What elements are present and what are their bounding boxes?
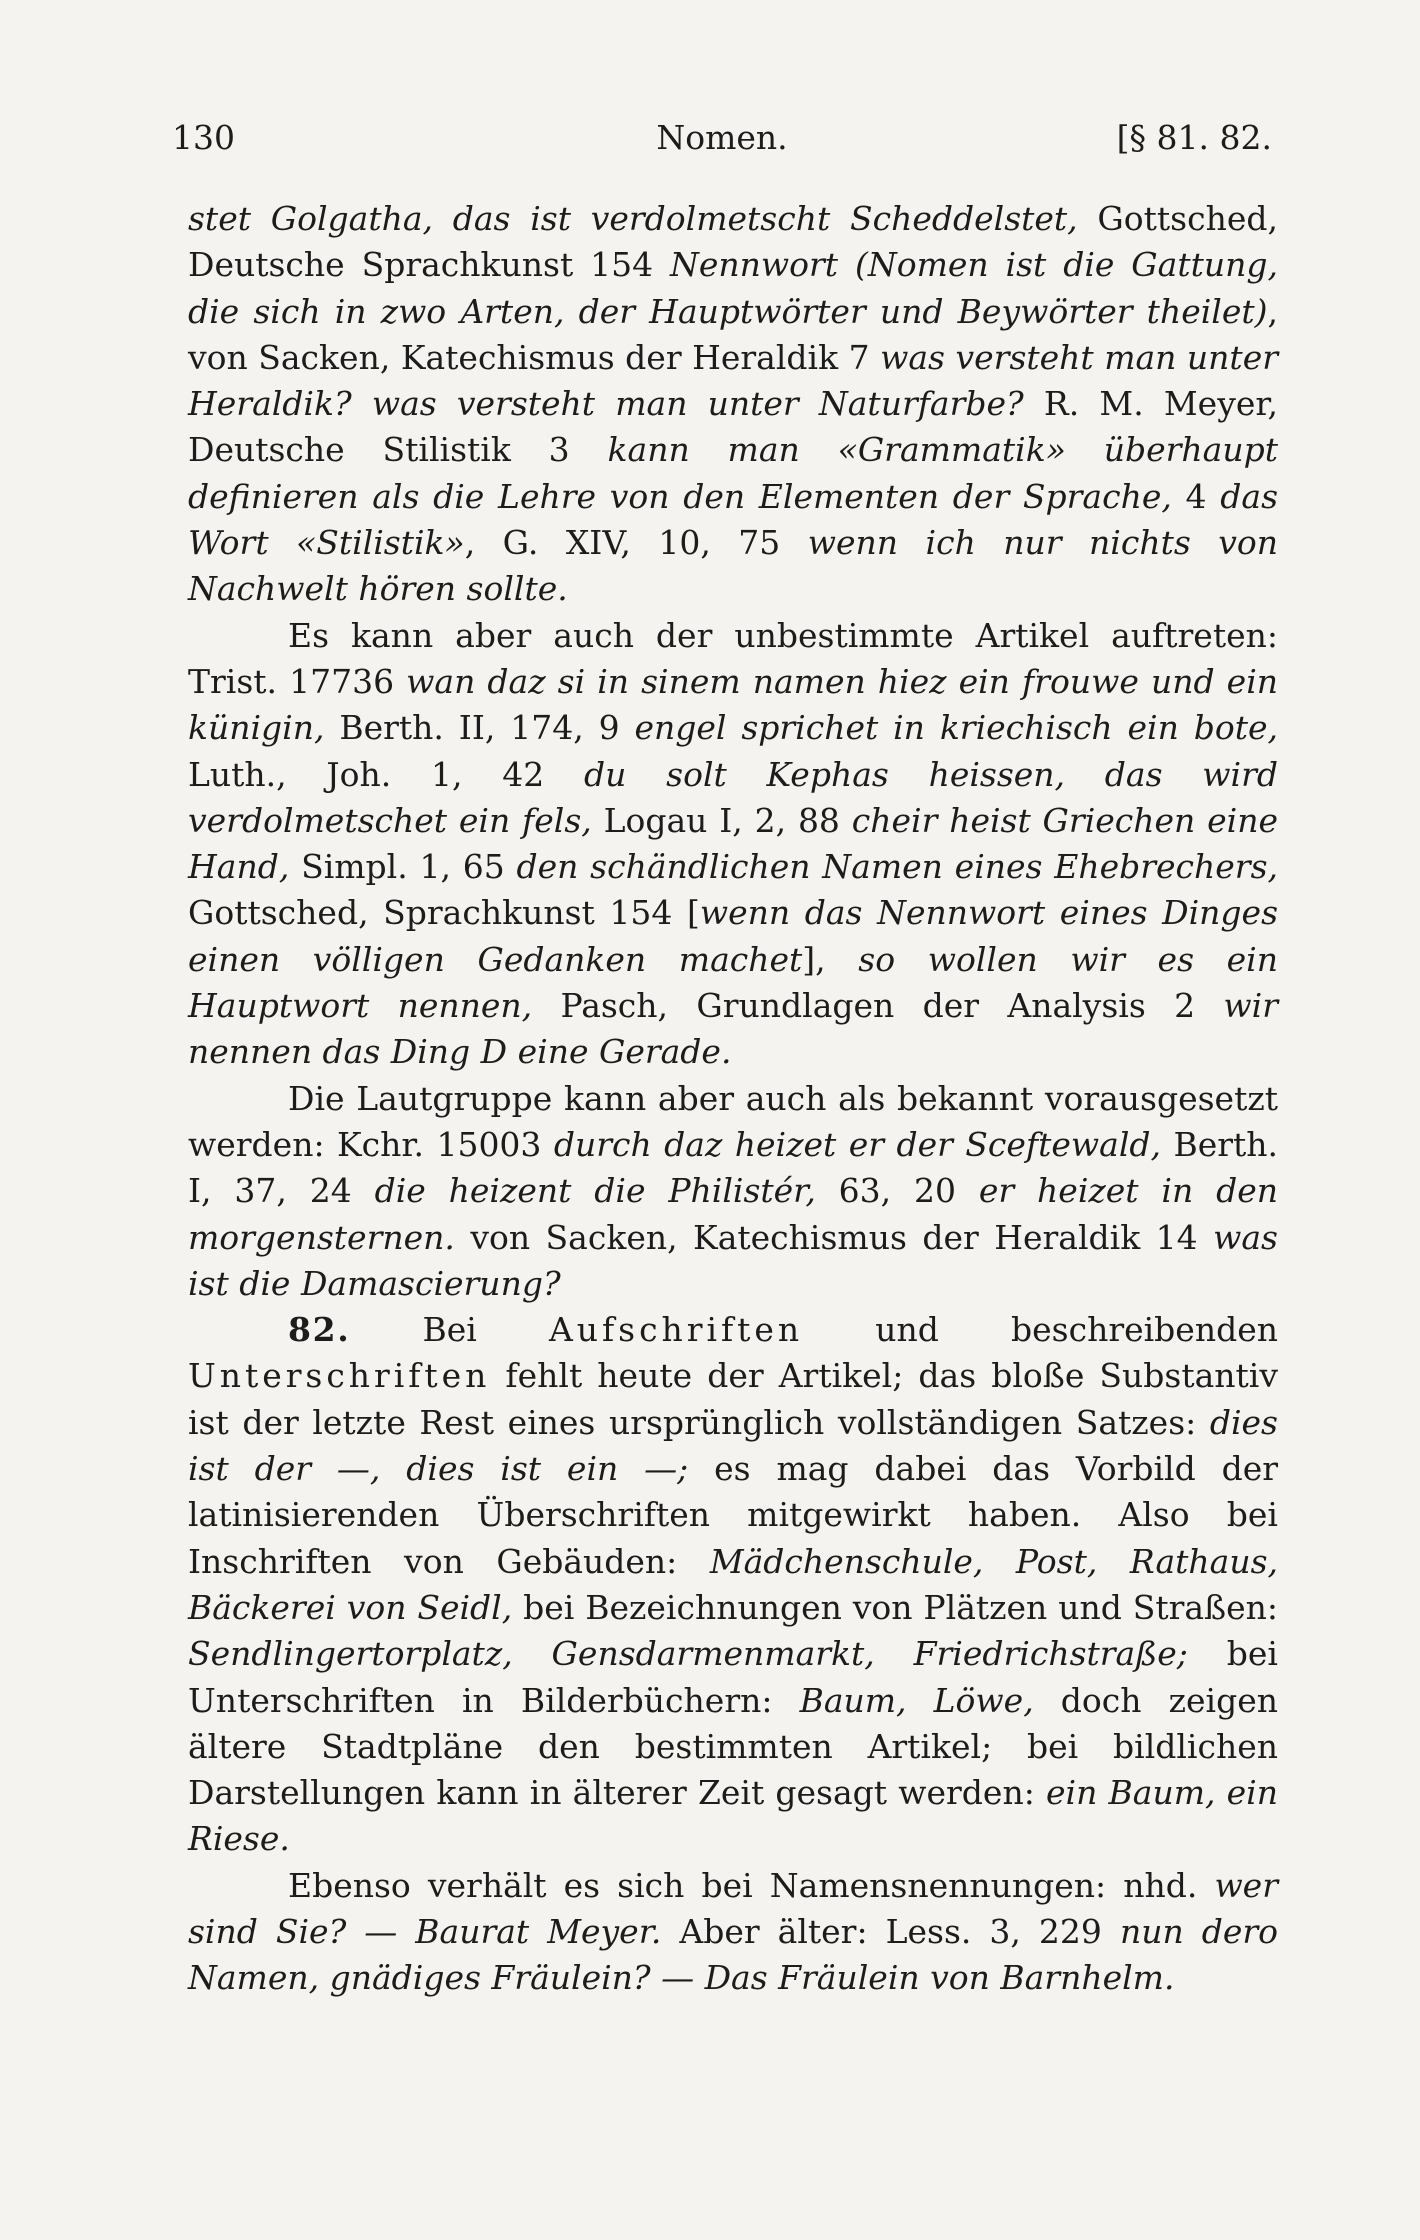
- quotation-text: er heizet in den morgensternen.: [188, 1171, 1278, 1257]
- text-segment: von Sacken, Katechismus der Heraldik 14: [454, 1217, 1214, 1257]
- quotation-text: du solt Kephas heissen, das wird verdolmetschet ein fels,: [188, 754, 1278, 840]
- paragraph: [188, 1076, 1278, 1307]
- text-segment: Gottsched, Deutsche Sprachkunst 154: [188, 199, 1278, 285]
- quotation-text: Baum, Löwe,: [799, 1680, 1034, 1720]
- text-segment: und beschreibenden: [803, 1310, 1278, 1350]
- quotation-text: durch daz heizet er der Sceftewald,: [553, 1124, 1162, 1164]
- quotation-text: wenn ich nur nichts von Nachwelt hören sollte.: [188, 523, 1279, 609]
- section-number: 82.: [288, 1310, 351, 1350]
- text-segment: 4: [1171, 476, 1221, 516]
- text-segment: ],: [802, 939, 859, 979]
- text-segment: R. M. Meyer, Deutsche Stilistik 3: [188, 384, 1279, 470]
- quotation-text: cheir heist Griechen eine Hand,: [188, 800, 1278, 887]
- running-head: [172, 118, 1272, 164]
- quotation-text: den schändlichen Namen eines Ehebrechers,: [516, 847, 1279, 887]
- quotation-text: was versteht man unter Heraldik? was versteht man unter Naturfarbe?: [188, 337, 1279, 424]
- text-segment: Aufschriften: [549, 1310, 804, 1350]
- text-segment: doch zeigen ältere Stadtpläne den bestimmten Artikel; bei bildlichen Darstellungen kann in älterer Zeit gesagt werden:: [188, 1680, 1278, 1813]
- quotation-text: wer sind Sie? — Baurat Meyer.: [188, 1865, 1278, 1951]
- text-segment: Ebenso verhält es sich bei Namensnennungen: nhd.: [288, 1865, 1215, 1905]
- text-segment: Die Lautgruppe kann aber auch als bekannt vorausgesetzt werden: Kchr. 15003: [188, 1078, 1278, 1164]
- paragraph: [188, 1863, 1278, 2002]
- text-segment: fehlt heute der Artikel; das bloße Substantiv ist der letzte Rest eines ursprünglich vollständigen Satzes:: [188, 1356, 1278, 1442]
- text-segment: , G. XIV, 10, 75: [464, 523, 808, 563]
- text-segment: 63, 20: [815, 1171, 979, 1211]
- quotation-text: Sendlingertorplatz, Gensdarmenmarkt, Friedrichstraße;: [188, 1634, 1188, 1674]
- paragraph: [188, 613, 1278, 1076]
- paragraph: [188, 196, 1278, 613]
- quotation-text: das Wort «Stilistik»: [188, 476, 1278, 563]
- quotation-text: ein Baum, ein Riese.: [188, 1773, 1278, 1859]
- quotation-text: was ist die Damascierung?: [188, 1217, 1278, 1303]
- quotation-text: die heizent die Philistér,: [374, 1171, 816, 1211]
- quotation-text: engel sprichet in kriechisch ein bote,: [634, 708, 1278, 748]
- body-text: [188, 196, 1278, 2002]
- text-segment: es mag dabei das Vorbild der latinisierenden Überschriften mitgewirkt haben. Also bei Inschriften von Gebäuden:: [188, 1449, 1278, 1581]
- text-segment: bei Unterschriften in Bilderbüchern:: [188, 1634, 1278, 1720]
- text-segment: Simpl. 1, 65: [289, 847, 517, 887]
- quotation-text: nun dero Namen, gnädiges Fräulein? — Das Fräulein von Barnhelm.: [188, 1911, 1279, 1998]
- text-segment: Berth. II, 174, 9: [324, 708, 635, 748]
- chapter-title: Nomen.: [656, 118, 788, 157]
- text-segment: , von Sacken, Katechismus der Heraldik 7: [188, 291, 1278, 377]
- text-segment: Berth. I, 37, 24: [188, 1124, 1278, 1211]
- text-segment: Gottsched, Sprachkunst 154 [: [188, 893, 700, 933]
- section-reference: [§ 81. 82.: [1116, 118, 1272, 157]
- quotation-text: wir nennen das Ding D eine Gerade.: [188, 986, 1278, 1072]
- text-segment: bei Bezeichnungen von Plätzen und Straßen:: [512, 1587, 1278, 1627]
- quotation-text: wenn das Nennwort eines Dinges einen völligen Gedanken machet: [188, 893, 1278, 979]
- quotation-text: dies ist der —, dies ist ein —;: [188, 1402, 1278, 1489]
- text-segment: Logau I, 2, 88: [591, 800, 852, 840]
- quotation-text: Mädchenschule, Post, Rathaus, Bäckerei von Seidl,: [188, 1541, 1278, 1627]
- page-number: 130: [172, 118, 235, 157]
- paragraph: [188, 1307, 1278, 1863]
- quotation-text: so wollen wir es ein Hauptwort nennen,: [188, 939, 1278, 1026]
- text-segment: Aber älter: Less. 3, 229: [661, 1911, 1120, 1951]
- text-segment: Unterschriften: [188, 1356, 491, 1396]
- text-segment: Luth., Joh. 1, 42: [188, 754, 585, 794]
- text-segment: Bei: [350, 1310, 549, 1350]
- quotation-text: wan daz si in sinem namen hiez ein frouwe und ein künigin,: [188, 661, 1278, 748]
- text-segment: Es kann aber auch der unbestimmte Artikel auftreten: Trist. 17736: [188, 615, 1278, 701]
- quotation-text: Nennwort (Nomen ist die Gattung, die sich in zwo Arten, der Hauptwörter und Beywörter theilet): [188, 245, 1278, 331]
- quotation-text: stet Golgatha, das ist verdolmetscht Scheddelstet,: [188, 199, 1078, 238]
- quotation-text: kann man «Grammatik» überhaupt definieren als die Lehre von den Elementen der Sprache,: [188, 430, 1278, 516]
- text-segment: Pasch, Grundlagen der Analysis 2: [532, 986, 1224, 1026]
